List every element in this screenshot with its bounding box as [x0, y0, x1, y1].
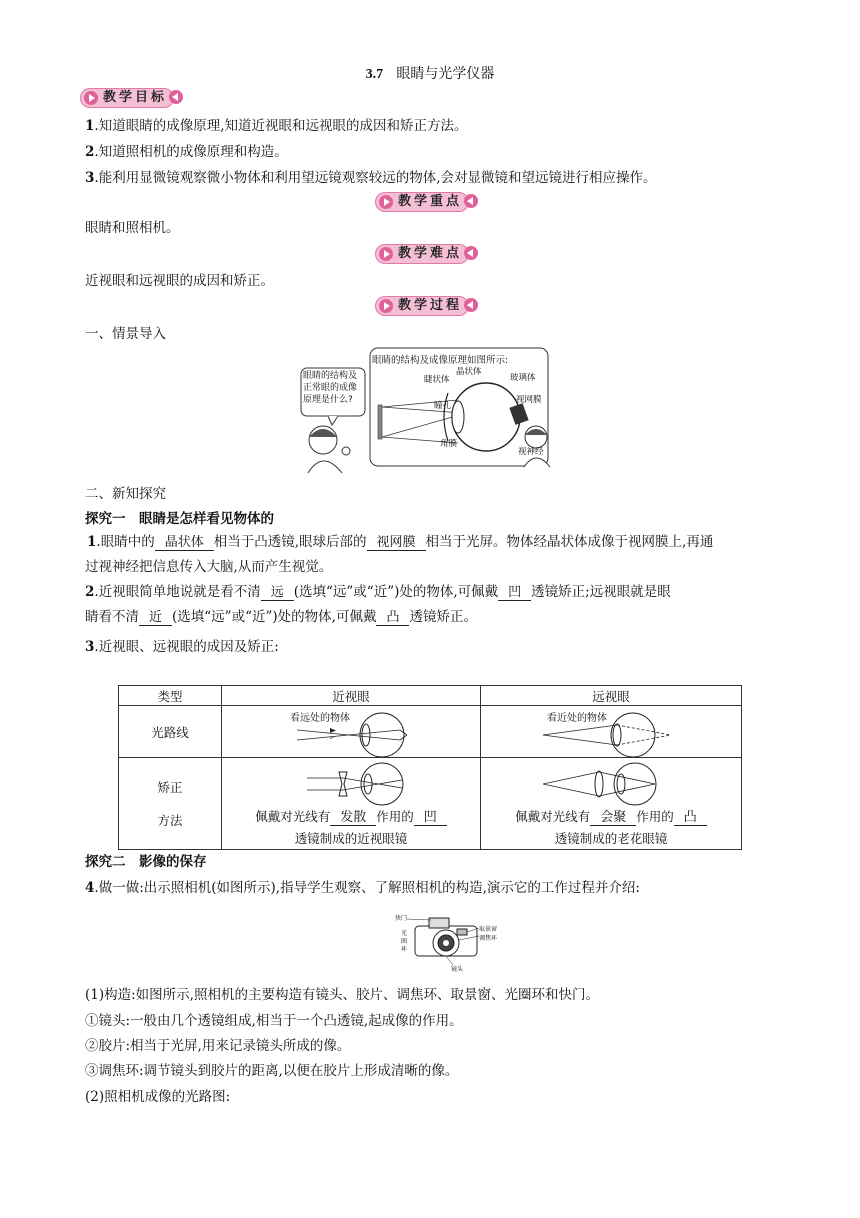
section-intro-heading: 一、情景导入	[85, 326, 166, 342]
page-title: 3.7 眼睛与光学仪器	[365, 66, 495, 82]
item-film: ②胶片:相当于光屏,用来记录镜头所成的像。	[85, 1038, 351, 1054]
difficult-point-text: 近视眼和远视眼的成因和矫正。	[85, 273, 274, 289]
myopia-object-label: 看远处的物体	[290, 712, 350, 724]
eye-defect-table	[118, 685, 742, 850]
myopia-correction-svg	[222, 758, 480, 806]
myopia-ray-svg	[222, 707, 480, 757]
badge-teaching-goals: 教学目标	[80, 88, 174, 108]
myopia-correction-cell: 佩戴对光线有 发散 作用的 凹 透镜制成的近视眼镜	[222, 758, 481, 850]
figure-caption: 眼睛的结构及成像原理如图所示:	[372, 355, 509, 366]
label-cornea: 角膜	[440, 439, 458, 449]
table-row-light-path: 光路线	[119, 706, 222, 758]
key-point-text: 眼睛和照相机。	[85, 220, 180, 236]
speech-bubble-text: 眼睛的结构及正常眼的成像原理是什么?	[303, 371, 358, 405]
badge-teaching-process: 教学过程	[375, 296, 469, 316]
item-lens: ①镜头:一般由几个透镜组成,相当于一个凸透镜,起成像的作用。	[85, 1013, 463, 1029]
table-header-type: 类型	[119, 686, 222, 706]
label-retina: 视网膜	[516, 395, 542, 405]
hyperopia-object-label: 看近处的物体	[547, 712, 607, 724]
section-new-knowledge-heading: 二、新知探究	[85, 486, 166, 502]
table-header-hyperopia: 远视眼	[481, 686, 742, 706]
hyperopia-light-path-cell	[481, 706, 742, 758]
item-light-path: (2)照相机成像的光路图:	[85, 1089, 231, 1105]
item-focus-ring: ③调焦环:调节镜头到胶片的距离,以便在胶片上形成清晰的像。	[85, 1063, 459, 1079]
camera-label-viewfinder: 取景窗	[479, 926, 498, 933]
hyperopia-ray-svg	[481, 707, 741, 757]
eye-structure-figure	[298, 345, 560, 475]
label-optic-nerve: 视神经	[518, 447, 544, 457]
hyperopia-correction-svg	[481, 758, 741, 806]
explore-1-heading: 探究一 眼睛是怎样看见物体的	[85, 511, 274, 527]
camera-label-aperture-1: 光	[401, 930, 408, 937]
goal-2: 2.知道照相机的成像原理和构造。	[85, 144, 288, 160]
hyperopia-correction-cell: 佩戴对光线有 会聚 作用的 凸 透镜制成的老花眼镜	[481, 758, 742, 850]
explore-2-heading: 探究二 影像的保存	[85, 854, 207, 870]
label-ciliary: 睫状体	[424, 375, 450, 385]
question-3: 3.近视眼、远视眼的成因及矫正:	[85, 639, 279, 655]
myopia-light-path-cell	[222, 706, 481, 758]
item-structure: (1)构造:如图所示,照相机的主要构造有镜头、胶片、调焦环、取景窗、光圈环和快门。	[85, 987, 599, 1003]
camera-label-shutter: 快门	[395, 915, 408, 922]
camera-label-focus-ring: 调焦环	[479, 935, 498, 942]
badge-key-point: 教学重点	[375, 192, 469, 212]
camera-label-aperture-3: 环	[401, 946, 408, 953]
camera-label-lens: 镜头	[451, 966, 464, 973]
label-pupil: 瞳孔	[434, 401, 452, 411]
label-vitreous: 玻璃体	[510, 373, 536, 383]
table-row-correction: 矫正 方法	[119, 758, 222, 850]
camera-label-aperture-2: 圈	[401, 938, 408, 945]
table-header-myopia: 近视眼	[222, 686, 481, 706]
question-2: 2.近视眼简单地说就是看不清 远 (选填“远”或“近”)处的物体,可佩戴 凹 透镜矫正;远视眼就是眼 睛看不清 近 (选填“远”或“近”)处的物体,可佩戴 凸 透镜矫正。	[85, 584, 671, 625]
goal-3: 3.能利用显微镜观察微小物体和利用望远镜观察较远的物体,会对显微镜和望远镜进行相应操作。	[85, 170, 657, 186]
label-lens: 晶状体	[456, 367, 482, 377]
question-1: 1.眼睛中的 晶状体 相当于凸透镜,眼球后部的 视网膜 相当于光屏。物体经晶状体成像于视网膜上,再通 过视神经把信息传入大脑,从而产生视觉。	[85, 534, 714, 575]
question-4: 4.做一做:出示照相机(如图所示),指导学生观察、了解照相机的构造,演示它的工作过程并介绍:	[85, 880, 640, 896]
badge-difficult-point: 教学难点	[375, 244, 469, 264]
goal-1: 1.知道眼睛的成像原理,知道近视眼和远视眼的成因和矫正方法。	[85, 118, 468, 134]
camera-figure	[393, 910, 503, 972]
